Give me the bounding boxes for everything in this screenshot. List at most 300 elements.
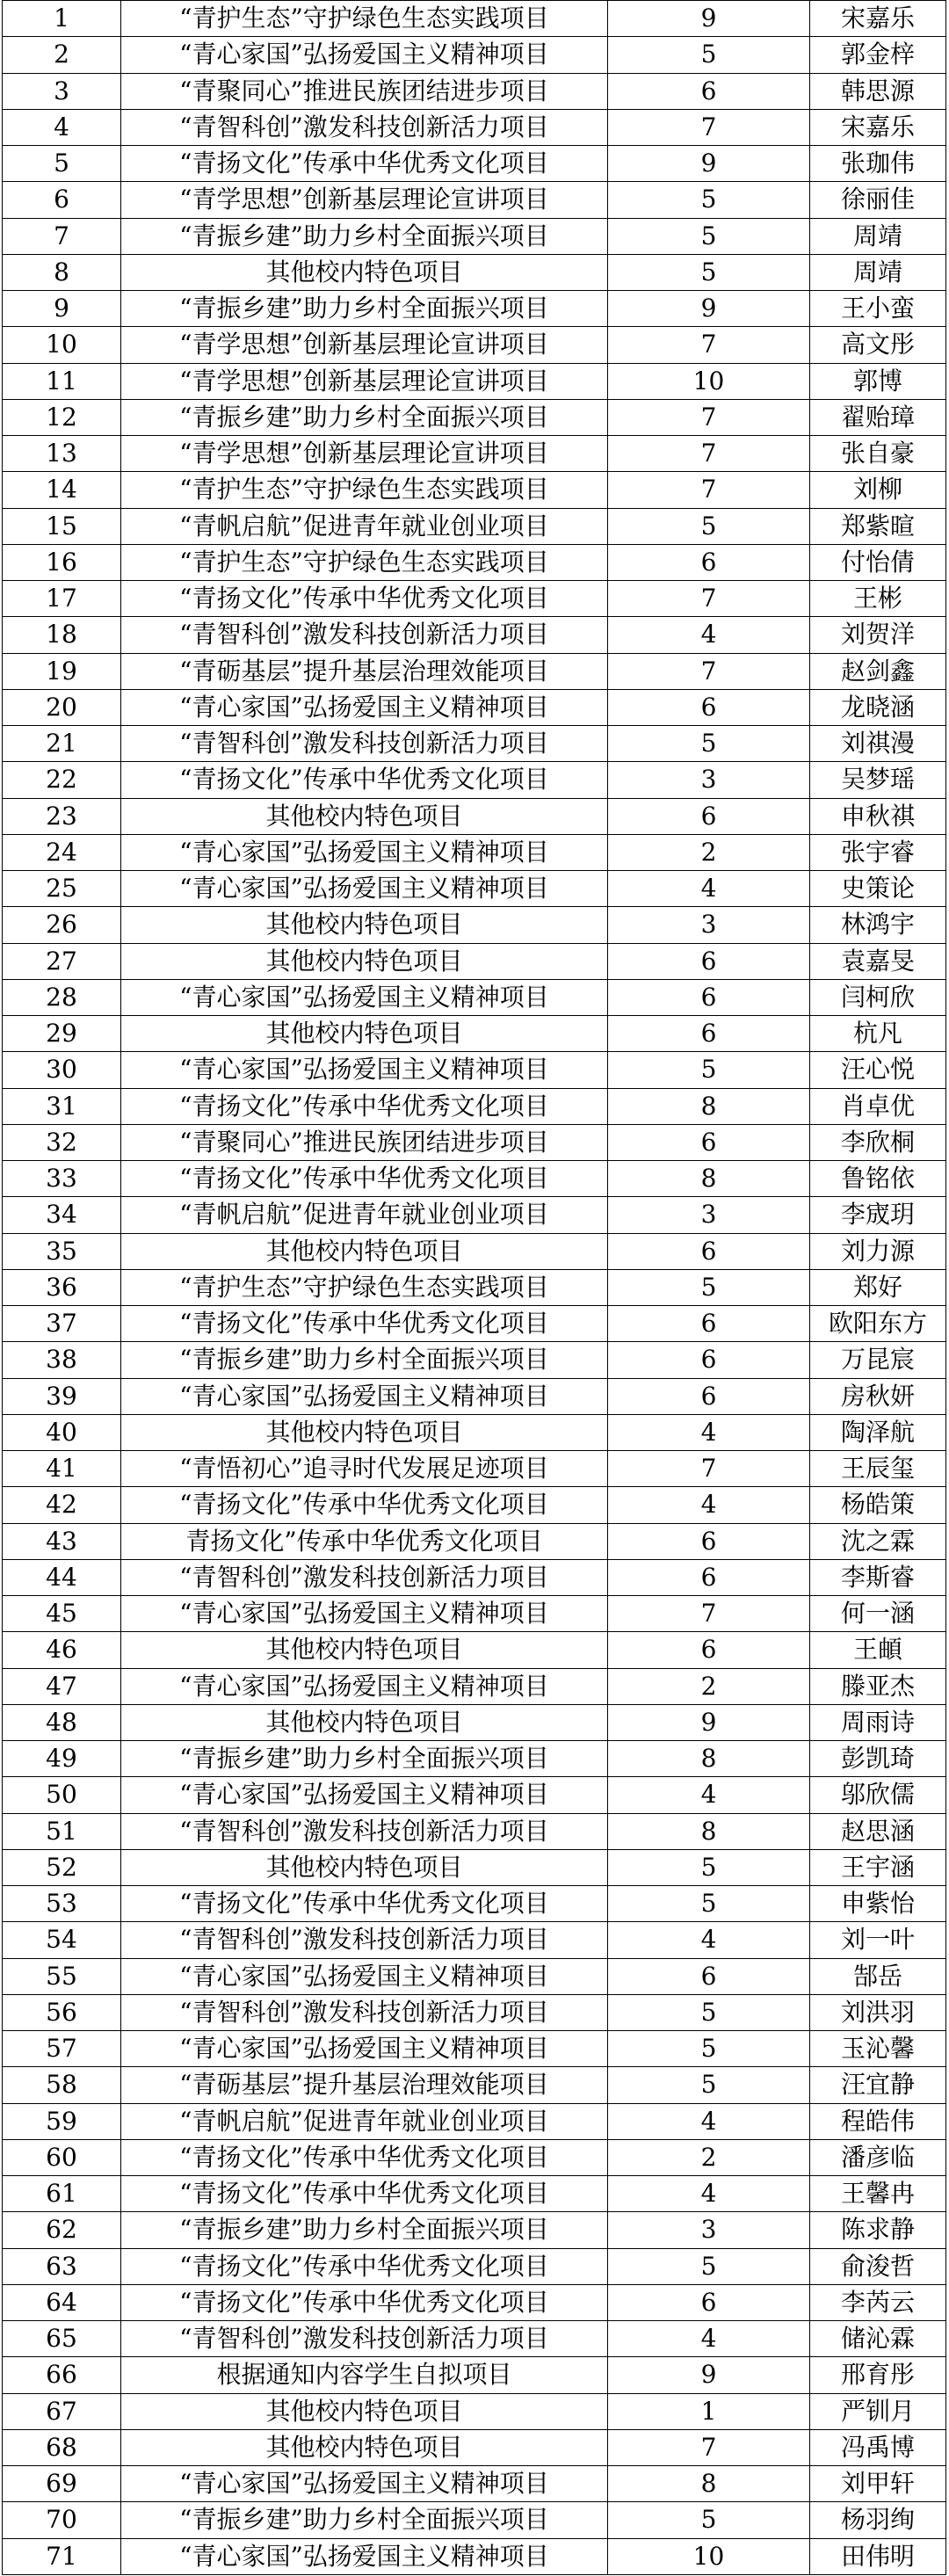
member-count-cell: 5 xyxy=(608,2067,810,2103)
leader-name-cell: 刘力源 xyxy=(810,1233,946,1269)
project-name-cell: “青振乡建”助力乡村全面振兴项目 xyxy=(121,291,608,327)
member-count-cell: 6 xyxy=(608,1306,810,1342)
project-name-cell: 其他校内特色项目 xyxy=(121,1704,608,1740)
table-row xyxy=(3,1342,946,1378)
project-name-cell: “青帆启航”促进青年就业创业项目 xyxy=(121,2103,608,2139)
member-count-cell: 3 xyxy=(608,1197,810,1233)
member-count-cell: 5 xyxy=(608,726,810,762)
member-count-cell: 4 xyxy=(608,2321,810,2357)
row-index-cell: 58 xyxy=(3,2067,121,2103)
project-name-cell: “青扬文化”传承中华优秀文化项目 xyxy=(121,762,608,798)
table-row xyxy=(3,1451,946,1487)
member-count-cell: 5 xyxy=(608,1269,810,1305)
leader-name-cell: 潘彦临 xyxy=(810,2139,946,2175)
member-count-cell: 5 xyxy=(608,1849,810,1885)
table-row xyxy=(3,182,946,218)
leader-name-cell: 郭金梓 xyxy=(810,37,946,73)
leader-name-cell: 李欣桐 xyxy=(810,1124,946,1160)
member-count-cell: 5 xyxy=(608,2502,810,2538)
project-name-cell: “青护生态”守护绿色生态实践项目 xyxy=(121,1269,608,1305)
row-index-cell: 64 xyxy=(3,2284,121,2320)
table-row xyxy=(3,73,946,109)
table-row xyxy=(3,1523,946,1559)
member-count-cell: 7 xyxy=(608,581,810,617)
project-name-cell: 其他校内特色项目 xyxy=(121,1849,608,1885)
table-row xyxy=(3,1994,946,2030)
project-name-cell: “青心家国”弘扬爱国主义精神项目 xyxy=(121,1958,608,1994)
row-index-cell: 51 xyxy=(3,1813,121,1849)
table-row xyxy=(3,2429,946,2465)
project-name-cell: 其他校内特色项目 xyxy=(121,2429,608,2465)
leader-name-cell: 翟贻璋 xyxy=(810,399,946,435)
member-count-cell: 2 xyxy=(608,834,810,870)
table-row xyxy=(3,581,946,617)
row-index-cell: 12 xyxy=(3,399,121,435)
project-name-cell: “青砺基层”提升基层治理效能项目 xyxy=(121,2067,608,2103)
project-name-cell: “青帆启航”促进青年就业创业项目 xyxy=(121,508,608,544)
table-row xyxy=(3,1378,946,1414)
row-index-cell: 1 xyxy=(3,1,121,37)
project-name-cell: “青振乡建”助力乡村全面振兴项目 xyxy=(121,399,608,435)
row-index-cell: 13 xyxy=(3,436,121,472)
leader-name-cell: 徐丽佳 xyxy=(810,182,946,218)
table-row xyxy=(3,2139,946,2175)
project-name-cell: “青心家国”弘扬爱国主义精神项目 xyxy=(121,1378,608,1414)
member-count-cell: 9 xyxy=(608,2357,810,2393)
table-row xyxy=(3,1233,946,1269)
row-index-cell: 30 xyxy=(3,1052,121,1088)
table-row xyxy=(3,2284,946,2320)
leader-name-cell: 沈之霖 xyxy=(810,1523,946,1559)
leader-name-cell: 宋嘉乐 xyxy=(810,1,946,37)
table-row xyxy=(3,1161,946,1197)
table-row xyxy=(3,1958,946,1994)
project-name-cell: 其他校内特色项目 xyxy=(121,1414,608,1450)
row-index-cell: 31 xyxy=(3,1088,121,1124)
project-name-cell: “青护生态”守护绿色生态实践项目 xyxy=(121,1,608,37)
leader-name-cell: 王小蛮 xyxy=(810,291,946,327)
row-index-cell: 57 xyxy=(3,2031,121,2067)
member-count-cell: 8 xyxy=(608,1813,810,1849)
member-count-cell: 6 xyxy=(608,73,810,109)
project-name-cell: “青扬文化”传承中华优秀文化项目 xyxy=(121,2284,608,2320)
project-name-cell: “青聚同心”推进民族团结进步项目 xyxy=(121,73,608,109)
member-count-cell: 6 xyxy=(608,2284,810,2320)
leader-name-cell: 闫柯欣 xyxy=(810,979,946,1015)
table-row xyxy=(3,762,946,798)
project-name-cell: “青智科创”激发科技创新活力项目 xyxy=(121,1559,608,1595)
member-count-cell: 9 xyxy=(608,146,810,182)
project-name-cell: 根据通知内容学生自拟项目 xyxy=(121,2357,608,2393)
leader-name-cell: 滕亚杰 xyxy=(810,1668,946,1704)
member-count-cell: 4 xyxy=(608,1922,810,1958)
member-count-cell: 9 xyxy=(608,1,810,37)
leader-name-cell: 田伟明 xyxy=(810,2538,946,2574)
row-index-cell: 54 xyxy=(3,1922,121,1958)
leader-name-cell: 刘洪羽 xyxy=(810,1994,946,2030)
project-name-cell: 青扬文化”传承中华优秀文化项目 xyxy=(121,1523,608,1559)
leader-name-cell: 郑好 xyxy=(810,1269,946,1305)
row-index-cell: 9 xyxy=(3,291,121,327)
leader-name-cell: 陶泽航 xyxy=(810,1414,946,1450)
member-count-cell: 6 xyxy=(608,1016,810,1052)
member-count-cell: 7 xyxy=(608,399,810,435)
member-count-cell: 2 xyxy=(608,2139,810,2175)
member-count-cell: 5 xyxy=(608,218,810,254)
table-row xyxy=(3,871,946,907)
leader-name-cell: 刘柳 xyxy=(810,472,946,508)
leader-name-cell: 程皓伟 xyxy=(810,2103,946,2139)
member-count-cell: 6 xyxy=(608,689,810,725)
table-row xyxy=(3,2466,946,2502)
leader-name-cell: 肖卓优 xyxy=(810,1088,946,1124)
leader-name-cell: 玉沁馨 xyxy=(810,2031,946,2067)
leader-name-cell: 李宬玥 xyxy=(810,1197,946,1233)
member-count-cell: 4 xyxy=(608,1777,810,1813)
leader-name-cell: 申秋祺 xyxy=(810,798,946,834)
row-index-cell: 41 xyxy=(3,1451,121,1487)
project-name-cell: “青扬文化”传承中华优秀文化项目 xyxy=(121,1487,608,1523)
member-count-cell: 4 xyxy=(608,1414,810,1450)
project-name-cell: “青智科创”激发科技创新活力项目 xyxy=(121,1922,608,1958)
table-row xyxy=(3,798,946,834)
leader-name-cell: 万昆宸 xyxy=(810,1342,946,1378)
table-row xyxy=(3,653,946,689)
project-name-cell: “青扬文化”传承中华优秀文化项目 xyxy=(121,2248,608,2284)
table-row xyxy=(3,2357,946,2393)
project-name-cell: “青心家国”弘扬爱国主义精神项目 xyxy=(121,2538,608,2574)
member-count-cell: 5 xyxy=(608,254,810,290)
project-name-cell: “青帆启航”促进青年就业创业项目 xyxy=(121,1197,608,1233)
project-name-cell: “青心家国”弘扬爱国主义精神项目 xyxy=(121,689,608,725)
row-index-cell: 70 xyxy=(3,2502,121,2538)
row-index-cell: 68 xyxy=(3,2429,121,2465)
project-name-cell: “青扬文化”传承中华优秀文化项目 xyxy=(121,1088,608,1124)
leader-name-cell: 俞浚哲 xyxy=(810,2248,946,2284)
member-count-cell: 5 xyxy=(608,182,810,218)
table-row xyxy=(3,1197,946,1233)
row-index-cell: 6 xyxy=(3,182,121,218)
member-count-cell: 4 xyxy=(608,1487,810,1523)
table-row xyxy=(3,1777,946,1813)
project-name-cell: “青心家国”弘扬爱国主义精神项目 xyxy=(121,1777,608,1813)
member-count-cell: 2 xyxy=(608,1668,810,1704)
project-name-cell: “青智科创”激发科技创新活力项目 xyxy=(121,109,608,145)
table-row xyxy=(3,1052,946,1088)
member-count-cell: 6 xyxy=(608,1958,810,1994)
project-name-cell: “青心家国”弘扬爱国主义精神项目 xyxy=(121,979,608,1015)
project-name-cell: “青学思想”创新基层理论宣讲项目 xyxy=(121,182,608,218)
table-row xyxy=(3,2321,946,2357)
member-count-cell: 3 xyxy=(608,762,810,798)
leader-name-cell: 刘甲轩 xyxy=(810,2466,946,2502)
table-row xyxy=(3,254,946,290)
project-name-cell: “青智科创”激发科技创新活力项目 xyxy=(121,2321,608,2357)
project-name-cell: “青振乡建”助力乡村全面振兴项目 xyxy=(121,2502,608,2538)
project-name-cell: “青聚同心”推进民族团结进步项目 xyxy=(121,1124,608,1160)
project-name-cell: “青扬文化”传承中华优秀文化项目 xyxy=(121,2139,608,2175)
leader-name-cell: 欧阳东方 xyxy=(810,1306,946,1342)
project-name-cell: “青振乡建”助力乡村全面振兴项目 xyxy=(121,2212,608,2248)
leader-name-cell: 韩思源 xyxy=(810,73,946,109)
project-name-cell: “青智科创”激发科技创新活力项目 xyxy=(121,726,608,762)
member-count-cell: 9 xyxy=(608,1704,810,1740)
row-index-cell: 33 xyxy=(3,1161,121,1197)
row-index-cell: 65 xyxy=(3,2321,121,2357)
member-count-cell: 7 xyxy=(608,2429,810,2465)
row-index-cell: 40 xyxy=(3,1414,121,1450)
member-count-cell: 5 xyxy=(608,1886,810,1922)
project-name-cell: “青智科创”激发科技创新活力项目 xyxy=(121,617,608,653)
leader-name-cell: 陈求静 xyxy=(810,2212,946,2248)
table-row xyxy=(3,1922,946,1958)
leader-name-cell: 申紫怡 xyxy=(810,1886,946,1922)
member-count-cell: 7 xyxy=(608,1596,810,1632)
table-row xyxy=(3,2103,946,2139)
row-index-cell: 17 xyxy=(3,581,121,617)
member-count-cell: 8 xyxy=(608,2466,810,2502)
leader-name-cell: 刘一叶 xyxy=(810,1922,946,1958)
table-row xyxy=(3,1813,946,1849)
leader-name-cell: 王馨冉 xyxy=(810,2176,946,2212)
roster-body xyxy=(3,1,946,2575)
leader-name-cell: 杭凡 xyxy=(810,1016,946,1052)
leader-name-cell: 刘贺洋 xyxy=(810,617,946,653)
row-index-cell: 45 xyxy=(3,1596,121,1632)
member-count-cell: 4 xyxy=(608,2103,810,2139)
member-count-cell: 4 xyxy=(608,617,810,653)
member-count-cell: 6 xyxy=(608,943,810,979)
row-index-cell: 34 xyxy=(3,1197,121,1233)
row-index-cell: 60 xyxy=(3,2139,121,2175)
row-index-cell: 21 xyxy=(3,726,121,762)
project-name-cell: “青振乡建”助力乡村全面振兴项目 xyxy=(121,218,608,254)
project-name-cell: “青心家国”弘扬爱国主义精神项目 xyxy=(121,1052,608,1088)
table-row xyxy=(3,1849,946,1885)
member-count-cell: 7 xyxy=(608,109,810,145)
row-index-cell: 52 xyxy=(3,1849,121,1885)
table-row xyxy=(3,1704,946,1740)
project-name-cell: 其他校内特色项目 xyxy=(121,1632,608,1668)
table-row xyxy=(3,1596,946,1632)
leader-name-cell: 杨羽绚 xyxy=(810,2502,946,2538)
member-count-cell: 6 xyxy=(608,798,810,834)
leader-name-cell: 汪心悦 xyxy=(810,1052,946,1088)
member-count-cell: 6 xyxy=(608,1124,810,1160)
table-row xyxy=(3,2538,946,2574)
member-count-cell: 5 xyxy=(608,2248,810,2284)
project-name-cell: 其他校内特色项目 xyxy=(121,254,608,290)
table-row xyxy=(3,37,946,73)
member-count-cell: 7 xyxy=(608,1451,810,1487)
project-name-cell: “青心家国”弘扬爱国主义精神项目 xyxy=(121,1668,608,1704)
leader-name-cell: 周靖 xyxy=(810,218,946,254)
leader-name-cell: 宋嘉乐 xyxy=(810,109,946,145)
project-name-cell: 其他校内特色项目 xyxy=(121,1016,608,1052)
row-index-cell: 7 xyxy=(3,218,121,254)
row-index-cell: 32 xyxy=(3,1124,121,1160)
leader-name-cell: 房秋妍 xyxy=(810,1378,946,1414)
member-count-cell: 7 xyxy=(608,653,810,689)
project-name-cell: “青心家国”弘扬爱国主义精神项目 xyxy=(121,2466,608,2502)
table-row xyxy=(3,1,946,37)
row-index-cell: 59 xyxy=(3,2103,121,2139)
table-row xyxy=(3,291,946,327)
table-row xyxy=(3,1016,946,1052)
member-count-cell: 9 xyxy=(608,291,810,327)
member-count-cell: 7 xyxy=(608,472,810,508)
leader-name-cell: 彭凯琦 xyxy=(810,1741,946,1777)
table-row xyxy=(3,399,946,435)
leader-name-cell: 赵思涵 xyxy=(810,1813,946,1849)
member-count-cell: 8 xyxy=(608,1161,810,1197)
table-row xyxy=(3,726,946,762)
table-row xyxy=(3,1414,946,1450)
row-index-cell: 36 xyxy=(3,1269,121,1305)
row-index-cell: 8 xyxy=(3,254,121,290)
member-count-cell: 6 xyxy=(608,1523,810,1559)
project-name-cell: “青扬文化”传承中华优秀文化项目 xyxy=(121,581,608,617)
leader-name-cell: 王彬 xyxy=(810,581,946,617)
table-row xyxy=(3,327,946,363)
member-count-cell: 8 xyxy=(608,1741,810,1777)
table-row xyxy=(3,689,946,725)
project-name-cell: “青学思想”创新基层理论宣讲项目 xyxy=(121,363,608,399)
member-count-cell: 6 xyxy=(608,1342,810,1378)
table-row xyxy=(3,2067,946,2103)
leader-name-cell: 杨皓策 xyxy=(810,1487,946,1523)
table-row xyxy=(3,2248,946,2284)
row-index-cell: 11 xyxy=(3,363,121,399)
leader-name-cell: 储沁霖 xyxy=(810,2321,946,2357)
leader-name-cell: 高文彤 xyxy=(810,327,946,363)
leader-name-cell: 赵剑鑫 xyxy=(810,653,946,689)
table-row xyxy=(3,1559,946,1595)
leader-name-cell: 张自豪 xyxy=(810,436,946,472)
project-name-cell: “青振乡建”助力乡村全面振兴项目 xyxy=(121,1342,608,1378)
project-name-cell: “青砺基层”提升基层治理效能项目 xyxy=(121,653,608,689)
row-index-cell: 46 xyxy=(3,1632,121,1668)
row-index-cell: 63 xyxy=(3,2248,121,2284)
table-row xyxy=(3,1632,946,1668)
leader-name-cell: 汪宜静 xyxy=(810,2067,946,2103)
row-index-cell: 18 xyxy=(3,617,121,653)
member-count-cell: 5 xyxy=(608,508,810,544)
row-index-cell: 48 xyxy=(3,1704,121,1740)
project-name-cell: 其他校内特色项目 xyxy=(121,2393,608,2429)
row-index-cell: 14 xyxy=(3,472,121,508)
member-count-cell: 5 xyxy=(608,2031,810,2067)
row-index-cell: 26 xyxy=(3,907,121,943)
leader-name-cell: 何一涵 xyxy=(810,1596,946,1632)
row-index-cell: 23 xyxy=(3,798,121,834)
project-name-cell: “青扬文化”传承中华优秀文化项目 xyxy=(121,1886,608,1922)
project-name-cell: “青智科创”激发科技创新活力项目 xyxy=(121,1813,608,1849)
table-row xyxy=(3,1306,946,1342)
row-index-cell: 53 xyxy=(3,1886,121,1922)
table-row xyxy=(3,2393,946,2429)
table-row xyxy=(3,109,946,145)
member-count-cell: 8 xyxy=(608,1088,810,1124)
project-name-cell: “青心家国”弘扬爱国主义精神项目 xyxy=(121,2031,608,2067)
table-row xyxy=(3,363,946,399)
table-row xyxy=(3,218,946,254)
row-index-cell: 38 xyxy=(3,1342,121,1378)
project-name-cell: “青扬文化”传承中华优秀文化项目 xyxy=(121,1161,608,1197)
table-row xyxy=(3,2031,946,2067)
project-name-cell: “青学思想”创新基层理论宣讲项目 xyxy=(121,436,608,472)
leader-name-cell: 吴梦瑶 xyxy=(810,762,946,798)
leader-name-cell: 付怡倩 xyxy=(810,544,946,580)
leader-name-cell: 史策论 xyxy=(810,871,946,907)
project-name-cell: “青学思想”创新基层理论宣讲项目 xyxy=(121,327,608,363)
member-count-cell: 6 xyxy=(608,1632,810,1668)
member-count-cell: 10 xyxy=(608,363,810,399)
table-row xyxy=(3,1668,946,1704)
row-index-cell: 62 xyxy=(3,2212,121,2248)
row-index-cell: 61 xyxy=(3,2176,121,2212)
member-count-cell: 10 xyxy=(608,2538,810,2574)
table-row xyxy=(3,1124,946,1160)
row-index-cell: 55 xyxy=(3,1958,121,1994)
row-index-cell: 47 xyxy=(3,1668,121,1704)
table-row xyxy=(3,834,946,870)
row-index-cell: 16 xyxy=(3,544,121,580)
leader-name-cell: 刘祺漫 xyxy=(810,726,946,762)
leader-name-cell: 王頔 xyxy=(810,1632,946,1668)
table-row xyxy=(3,907,946,943)
leader-name-cell: 周靖 xyxy=(810,254,946,290)
project-roster-table xyxy=(2,0,946,2575)
table-row xyxy=(3,146,946,182)
row-index-cell: 28 xyxy=(3,979,121,1015)
leader-name-cell: 冯禹博 xyxy=(810,2429,946,2465)
row-index-cell: 4 xyxy=(3,109,121,145)
table-row xyxy=(3,436,946,472)
member-count-cell: 7 xyxy=(608,327,810,363)
project-name-cell: “青振乡建”助力乡村全面振兴项目 xyxy=(121,1741,608,1777)
member-count-cell: 5 xyxy=(608,1994,810,2030)
row-index-cell: 66 xyxy=(3,2357,121,2393)
row-index-cell: 49 xyxy=(3,1741,121,1777)
member-count-cell: 3 xyxy=(608,2212,810,2248)
leader-name-cell: 林鸿宇 xyxy=(810,907,946,943)
project-name-cell: “青扬文化”传承中华优秀文化项目 xyxy=(121,2176,608,2212)
leader-name-cell: 郭博 xyxy=(810,363,946,399)
project-name-cell: “青心家国”弘扬爱国主义精神项目 xyxy=(121,37,608,73)
project-name-cell: 其他校内特色项目 xyxy=(121,907,608,943)
project-name-cell: “青心家国”弘扬爱国主义精神项目 xyxy=(121,1596,608,1632)
leader-name-cell: 李斯睿 xyxy=(810,1559,946,1595)
table-row xyxy=(3,544,946,580)
table-row xyxy=(3,1269,946,1305)
member-count-cell: 6 xyxy=(608,1233,810,1269)
member-count-cell: 6 xyxy=(608,544,810,580)
leader-name-cell: 袁嘉旻 xyxy=(810,943,946,979)
project-name-cell: “青心家国”弘扬爱国主义精神项目 xyxy=(121,834,608,870)
leader-name-cell: 李芮云 xyxy=(810,2284,946,2320)
row-index-cell: 42 xyxy=(3,1487,121,1523)
row-index-cell: 71 xyxy=(3,2538,121,2574)
row-index-cell: 56 xyxy=(3,1994,121,2030)
row-index-cell: 29 xyxy=(3,1016,121,1052)
row-index-cell: 69 xyxy=(3,2466,121,2502)
row-index-cell: 50 xyxy=(3,1777,121,1813)
table-row xyxy=(3,1741,946,1777)
row-index-cell: 2 xyxy=(3,37,121,73)
project-name-cell: 其他校内特色项目 xyxy=(121,798,608,834)
project-name-cell: “青智科创”激发科技创新活力项目 xyxy=(121,1994,608,2030)
